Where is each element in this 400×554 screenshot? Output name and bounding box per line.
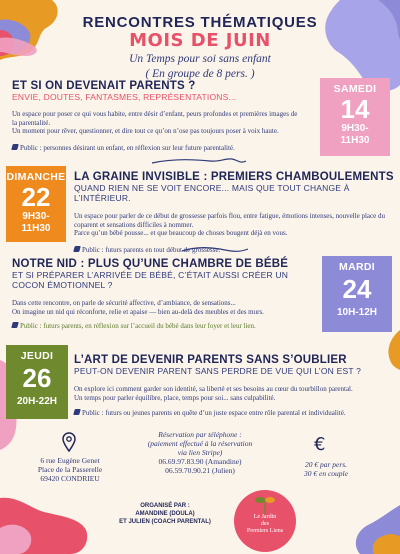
divider-squiggle-1: [150, 155, 250, 167]
address-line-1: 6 rue Eugène Genet: [40, 456, 100, 465]
session-2-body: Un espace pour parler de ce début de grossesse parfois flou, entre fatigue, émotions intenses, nouvelle place du coparent et sensations difficiles à nommer.: [74, 212, 386, 229]
session-4-body2: Un temps pour parler équilibre, place, temps pour soi... sans culpabilité.: [74, 393, 276, 402]
organizers-label: ORGANISÉ PAR :: [140, 503, 190, 509]
session-2: [74, 171, 394, 255]
session-3-public: Public : futurs parents, en réflexion sur l’accueil du bébé dans leur foyer et leur lien.: [12, 322, 312, 331]
organizer-amandine: AMANDINE (DOULA): [135, 511, 195, 517]
session-2-time-end: 11H30: [21, 223, 51, 234]
divider-squiggle-2: [180, 245, 250, 255]
session-4-time: 20H-22H: [16, 396, 58, 407]
price-block: [288, 460, 364, 478]
session-3-body: Dans cette rencontre, on parle de sécurité affective, d’ambiance, de sensations...: [12, 299, 236, 307]
session-4-title: L’ART DE DEVENIR PARENTS SANS S’OUBLIER: [74, 354, 347, 366]
session-1-day: SAMEDI: [333, 83, 377, 95]
session-2-day: DIMANCHE: [6, 171, 66, 183]
price-single: 20 € par pers.: [304, 460, 348, 469]
session-3-datebox: [322, 256, 392, 332]
logo-line-2: des: [261, 521, 269, 527]
header-group-size: ( En groupe de 8 pers. ): [145, 68, 255, 80]
session-3-time: 10H-12H: [336, 307, 378, 318]
address-line-3: 69420 CONDRIEU: [40, 474, 100, 483]
session-3-date: 24: [342, 274, 372, 304]
logo-line-1: Le Jardin: [253, 514, 277, 520]
organizer-julien: ET JULIEN (COACH PARENTAL): [119, 519, 211, 525]
euro-icon: €: [314, 434, 326, 455]
session-4: [74, 354, 394, 418]
session-1: [12, 80, 302, 153]
reservation-line-3: via lien Stripe): [177, 448, 223, 457]
organizers-block: [100, 502, 230, 526]
session-2-date: 22: [21, 182, 51, 212]
reservation-line-2: (paiement effectué à la réservation: [147, 439, 253, 448]
pin-icon: [11, 144, 19, 150]
bottom-left-blob: [0, 488, 90, 554]
session-4-date: 26: [22, 363, 52, 393]
session-4-datebox: [6, 345, 68, 419]
location-pin-icon: [62, 432, 76, 452]
session-3-title: NOTRE NID : PLUS QU’UNE CHAMBRE DE BÉBÉ: [12, 258, 289, 270]
session-4-subtitle: PEUT-ON DEVENIR PARENT SANS PERDRE DE VUE QUI L’ON EST ?: [74, 366, 362, 376]
header-title: RENCONTRES THÉMATIQUES: [82, 14, 318, 31]
phone-julien[interactable]: 06.59.70.90.21 (Julien): [165, 466, 235, 475]
phone-amandine[interactable]: 06.69.97.83.90 (Amandine): [158, 457, 242, 466]
address-line-2: Place de la Passerelle: [37, 465, 103, 474]
bottom-right-blob: [330, 505, 400, 554]
session-1-body2: Un moment pour rêver, questionner, et dire tout ce qu’on n’ose pas toujours poser à voix haute.: [12, 127, 279, 135]
header-tagline: Un Temps pour soi sans enfant: [129, 53, 271, 65]
session-1-subtitle: ENVIE, DOUTES, FANTASMES, REPRÉSENTATIONS...: [12, 92, 237, 102]
session-1-date: 14: [340, 94, 370, 124]
price-couple: 30 € en couple: [304, 469, 348, 478]
header: [0, 0, 400, 81]
session-3: [12, 258, 312, 331]
header-month: MOIS DE JUIN: [129, 30, 271, 51]
session-1-time-start: 9H30-: [341, 123, 369, 134]
logo-line-3: Premiers Liens: [246, 528, 284, 534]
session-3-body2: On imagine un nid qui réconforte, relie et apaise — bien au-delà des meubles et des murs.: [12, 307, 264, 316]
session-2-time-start: 9H30-: [22, 211, 50, 222]
session-1-time-end: 11H30: [340, 135, 370, 146]
pin-icon: [73, 409, 81, 415]
pin-icon: [73, 246, 81, 252]
session-1-body: Un espace pour poser ce qui vous habite, entre désir d’enfant, peurs profondes et premières images de la parentalité.: [12, 110, 298, 127]
session-1-public: Public : personnes désirant un enfant, en réflexion sur leur future parentalité.: [12, 144, 302, 153]
pin-icon: [11, 322, 19, 328]
session-2-subtitle: QUAND RIEN NE SE VOIT ENCORE... MAIS QUE TOUT CHANGE À L’INTÉRIEUR.: [74, 183, 350, 203]
reservation-line-1: Réservation par téléphone :: [158, 430, 242, 439]
address-block: [20, 456, 120, 483]
session-2-datebox: [6, 166, 66, 242]
reservation-block: [130, 430, 270, 475]
session-2-public: Public : futurs parents en tout début de grossesse.: [74, 246, 394, 255]
session-2-title: LA GRAINE INVISIBLE : PREMIERS CHAMBOULEMENTS: [74, 171, 394, 183]
session-3-day: MARDI: [339, 261, 375, 273]
session-1-title: ET SI ON DEVENAIT PARENTS ?: [12, 80, 196, 92]
session-2-body2: Parce qu’un bébé pousse... et que beaucoup de choses bougent déjà en vous.: [74, 229, 288, 237]
session-4-body: On explore ici comment garder son identité, sa liberté et ses besoins au cœur du tourbillon parental.: [74, 385, 353, 393]
session-3-subtitle: ET SI PRÉPARER L’ARRIVÉE DE BÉBÉ, C’ÉTAIT AUSSI CRÉER UN COCON ÉMOTIONNEL ?: [12, 270, 289, 290]
session-4-public: Public : futurs ou jeunes parents en quête d’un juste espace entre rôle parental et individualité.: [74, 409, 394, 418]
session-4-day: JEUDI: [20, 350, 54, 362]
logo: [232, 488, 298, 554]
session-1-datebox: [320, 78, 390, 156]
